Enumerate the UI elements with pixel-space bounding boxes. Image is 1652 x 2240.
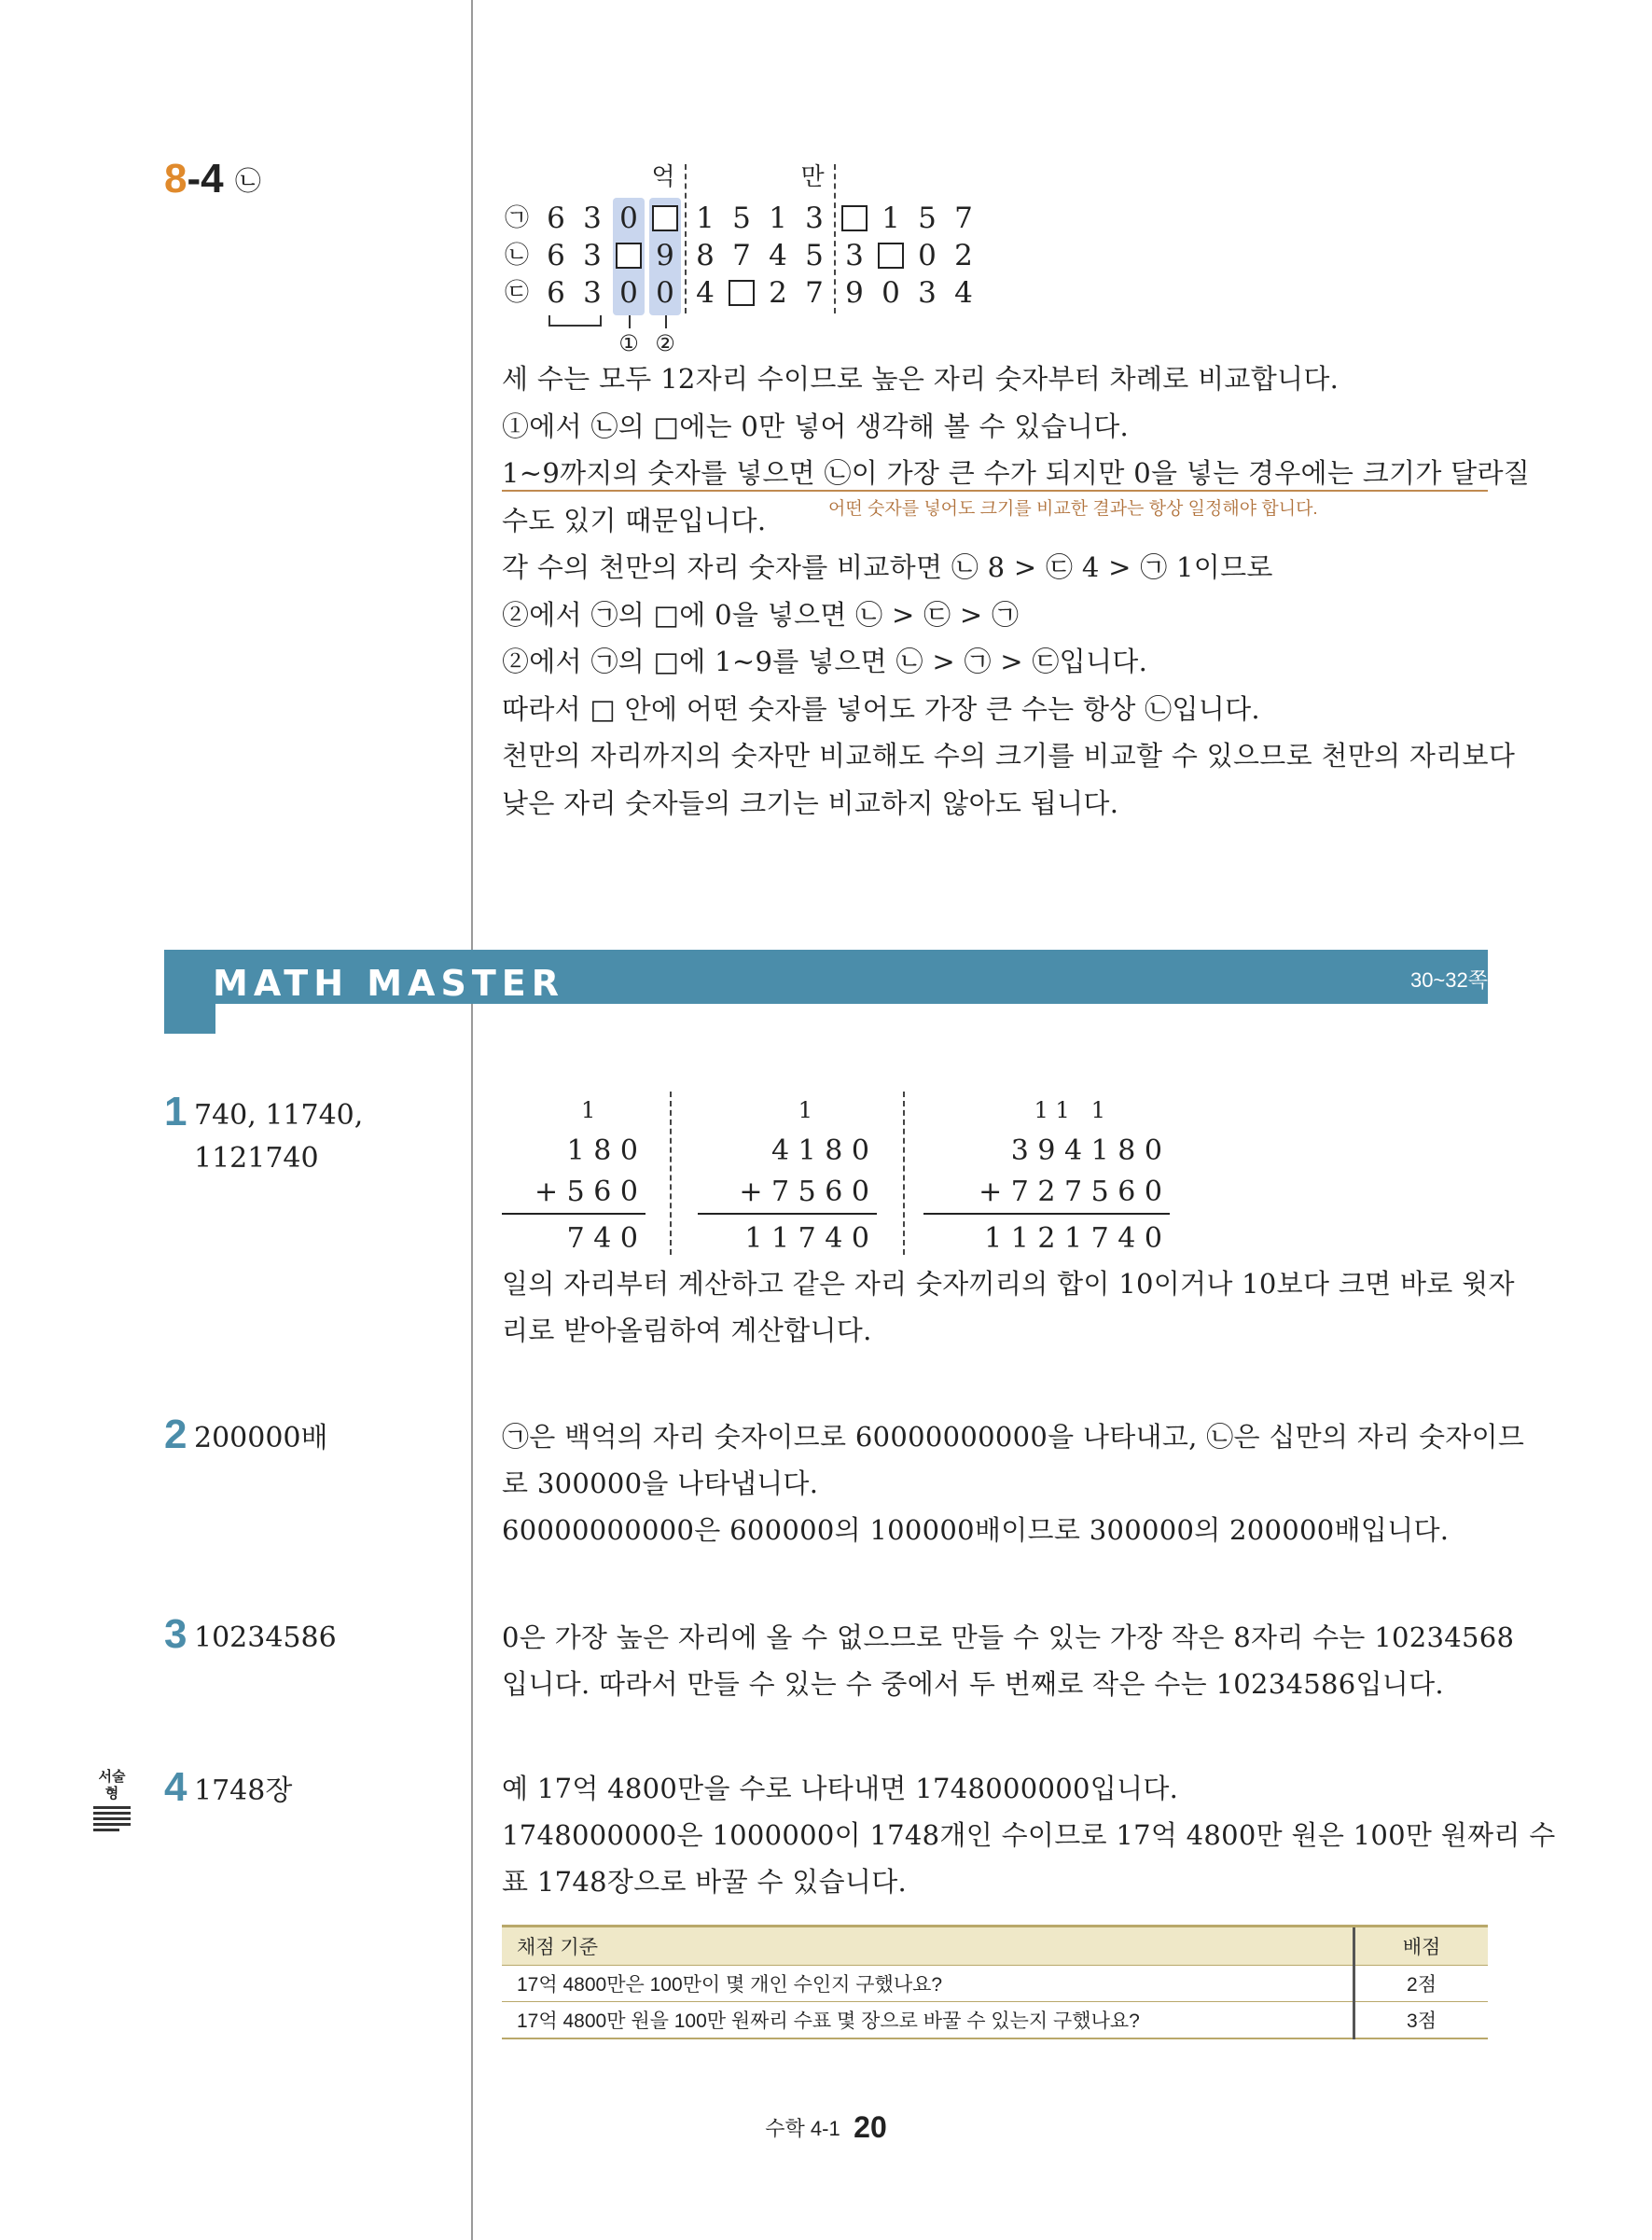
banner-title: MATH MASTER xyxy=(213,963,564,1004)
carry-digits: 1 xyxy=(798,1097,869,1123)
footer-subject: 수학 4-1 xyxy=(765,2117,840,2140)
text-line: 천만의 자리까지의 숫자만 비교해도 수의 크기를 비교할 수 있으므로 천만의 자리보다 xyxy=(502,740,1516,772)
q3-answer: 10234586 xyxy=(194,1621,337,1654)
sum-line xyxy=(923,1213,1170,1215)
page-footer xyxy=(0,2110,1652,2145)
scoring-table-header xyxy=(502,1927,1488,1966)
problem-label-dash: - xyxy=(187,156,201,202)
sum-result: 1 1 7 4 0 xyxy=(744,1222,869,1255)
margin-note: 어떤 숫자를 넣어도 크기를 비교한 결과는 항상 일정해야 합니다. xyxy=(828,499,1318,519)
carry-digits: 1 xyxy=(580,1097,638,1123)
digit: 1 xyxy=(696,202,715,235)
digit: 4 xyxy=(769,239,787,272)
table-row xyxy=(502,1966,1488,2002)
text-line: 리로 받아올림하여 계산합니다. xyxy=(502,1315,872,1346)
sum-line xyxy=(698,1213,877,1215)
digit: 7 xyxy=(954,202,973,235)
text-line: 60000000000은 600000의 100000배이므로 300000의 200000배입니다. xyxy=(502,1514,1450,1546)
blank-box xyxy=(729,280,755,306)
sum-result: 1 1 2 1 7 4 0 xyxy=(984,1222,1162,1255)
text-line: 일의 자리부터 계산하고 같은 자리 숫자끼리의 합이 10이거나 10보다 크면 바로 윗자 xyxy=(502,1268,1515,1300)
digit: 3 xyxy=(805,202,824,235)
banner-tab xyxy=(164,950,215,1034)
text-line: 낮은 자리 숫자들의 크기는 비교하지 않아도 됩니다. xyxy=(502,786,1119,819)
digit: 3 xyxy=(583,239,602,272)
criteria-header: 채점 기준 xyxy=(502,1927,1354,1966)
problem-label-num: 4 xyxy=(201,156,224,202)
digit: 3 xyxy=(583,276,602,310)
digit: 7 xyxy=(805,276,824,310)
place-separator xyxy=(834,164,836,313)
points-cell: 3점 xyxy=(1354,2002,1489,2039)
digit: 3 xyxy=(583,202,602,235)
criteria-cell: 17억 4800만은 100만이 몇 개인 수인지 구했나요? xyxy=(502,1966,1354,2002)
problem-label-8-4 xyxy=(164,156,261,202)
row-mark: ㉡ xyxy=(504,242,529,270)
blank-box xyxy=(841,205,868,231)
text-line: 따라서 □ 안에 어떤 숫자를 넣어도 가장 큰 수는 항상 ㉡입니다. xyxy=(502,692,1260,725)
text-line: 입니다. 따라서 만들 수 있는 수 중에서 두 번째로 작은 수는 10234586입니다. xyxy=(502,1668,1444,1700)
digit: 0 xyxy=(882,276,900,310)
place-label-eok: 억 xyxy=(651,163,675,191)
digit: 3 xyxy=(845,239,864,272)
blank-box xyxy=(616,243,642,269)
digit: 5 xyxy=(805,239,824,272)
digit: 5 xyxy=(732,202,751,235)
text-line: ①에서 ㉡의 □에는 0만 넣어 생각해 볼 수 있습니다. xyxy=(502,410,1130,442)
banner-pages: 30~32쪽 xyxy=(1409,968,1488,992)
sum-result: 7 4 0 xyxy=(566,1222,638,1255)
bracket-mark xyxy=(548,315,602,327)
q3-number: 3 xyxy=(164,1611,187,1657)
text-line: 수도 있기 때문입니다. xyxy=(502,504,767,536)
addend-top: 1 8 0 xyxy=(566,1134,638,1167)
problem-label-prefix: 8 xyxy=(164,156,187,202)
addend-bottom: + 7 5 6 0 xyxy=(739,1176,869,1208)
text-line: ㉠은 백억의 자리 숫자이므로 60000000000을 나타내고, ㉡은 십만의 자리 숫자이므 xyxy=(502,1421,1525,1453)
blank-box xyxy=(878,243,904,269)
essay-tag-lines-icon xyxy=(93,1806,131,1831)
digit: 2 xyxy=(769,276,787,310)
addend-top: 4 1 8 0 xyxy=(771,1134,869,1167)
digit: 5 xyxy=(918,202,937,235)
addend-bottom: + 5 6 0 xyxy=(534,1176,638,1208)
criteria-cell: 17억 4800만 원을 100만 원짜리 수표 몇 장으로 바꿀 수 있는지 구했나요? xyxy=(502,2002,1354,2039)
note-underline xyxy=(502,490,1488,492)
addition-block xyxy=(979,1090,1162,1259)
digit: 0 xyxy=(656,276,674,310)
digit: 0 xyxy=(619,276,638,310)
problem-answer: ㉡ xyxy=(234,165,261,197)
text-line: 로 300000을 나타냅니다. xyxy=(502,1468,819,1499)
text-line: 1748000000은 1000000이 1748개인 수이므로 17억 4800만 원은 100만 원짜리 수 xyxy=(502,1819,1556,1851)
points-header: 배점 xyxy=(1354,1927,1489,1966)
digit: 9 xyxy=(656,239,674,272)
q2-answer: 200000배 xyxy=(194,1422,328,1454)
blank-box xyxy=(652,205,678,231)
q1-number: 1 xyxy=(164,1089,187,1134)
text-line: 예 17억 4800만을 수로 나타내면 1748000000입니다. xyxy=(502,1773,1179,1804)
page-number: 20 xyxy=(854,2110,887,2144)
table-row xyxy=(502,2002,1488,2039)
q1-answer xyxy=(194,1094,363,1180)
column-divider xyxy=(471,0,473,2240)
row-mark: ㉠ xyxy=(504,204,529,232)
digit: 4 xyxy=(696,276,715,310)
addition-block xyxy=(739,1090,869,1259)
digit: 6 xyxy=(547,202,565,235)
q4-answer: 1748장 xyxy=(194,1774,293,1807)
q1-answer-line1: 740, 11740, xyxy=(194,1099,364,1132)
digit: 2 xyxy=(954,239,973,272)
addend-top: 3 9 4 1 8 0 xyxy=(1010,1134,1162,1167)
digit: 6 xyxy=(547,276,565,310)
q1-answer-line2: 1121740 xyxy=(194,1142,319,1175)
digit: 9 xyxy=(845,276,864,310)
q2-number: 2 xyxy=(164,1412,187,1457)
digit: 1 xyxy=(769,202,787,235)
carry-digits: 1 1 1 xyxy=(1034,1097,1162,1123)
digit: 3 xyxy=(918,276,937,310)
text-line: 각 수의 천만의 자리 숫자를 비교하면 ㉡ 8 > ㉢ 4 > ㉠ 1이므로 xyxy=(502,551,1273,583)
text-line: 표 1748장으로 바꿀 수 있습니다. xyxy=(502,1866,908,1898)
place-separator xyxy=(685,164,687,313)
sum-line xyxy=(502,1213,646,1215)
scoring-table xyxy=(502,1925,1488,2039)
digit: 0 xyxy=(619,202,638,235)
essay-tag xyxy=(93,1769,131,1831)
text-line: ②에서 ㉠의 □에 1~9를 넣으면 ㉡ > ㉠ > ㉢입니다. xyxy=(502,646,1148,677)
row-mark: ㉢ xyxy=(504,279,529,307)
essay-tag-label: 서술형 xyxy=(98,1769,126,1802)
digit: 1 xyxy=(882,202,900,235)
q4-number: 4 xyxy=(164,1764,187,1810)
digit: 4 xyxy=(954,276,973,310)
digit: 6 xyxy=(547,239,565,272)
marker-2: ② xyxy=(655,330,675,356)
addend-bottom: + 7 2 7 5 6 0 xyxy=(979,1176,1162,1208)
points-cell: 2점 xyxy=(1354,1966,1489,2002)
text-line: 0은 가장 높은 자리에 올 수 없으므로 만들 수 있는 가장 작은 8자리 수는 10234568 xyxy=(502,1621,1515,1653)
text-line: ②에서 ㉠의 □에 0을 넣으면 ㉡ > ㉢ > ㉠ xyxy=(502,598,1020,631)
text-line: 세 수는 모두 12자리 수이므로 높은 자리 숫자부터 차례로 비교합니다. xyxy=(502,363,1340,395)
addition-divider-2 xyxy=(903,1092,905,1255)
digit: 0 xyxy=(918,239,937,272)
marker-1: ① xyxy=(618,330,639,356)
text-line: 1~9까지의 숫자를 넣으면 ㉡이 가장 큰 수가 되지만 0을 넣는 경우에는 크기가 달라질 xyxy=(502,457,1531,489)
digit: 8 xyxy=(696,239,715,272)
digit: 7 xyxy=(732,239,751,272)
place-label-man: 만 xyxy=(800,163,825,191)
addition-block xyxy=(534,1090,638,1259)
addition-divider-1 xyxy=(670,1092,672,1255)
